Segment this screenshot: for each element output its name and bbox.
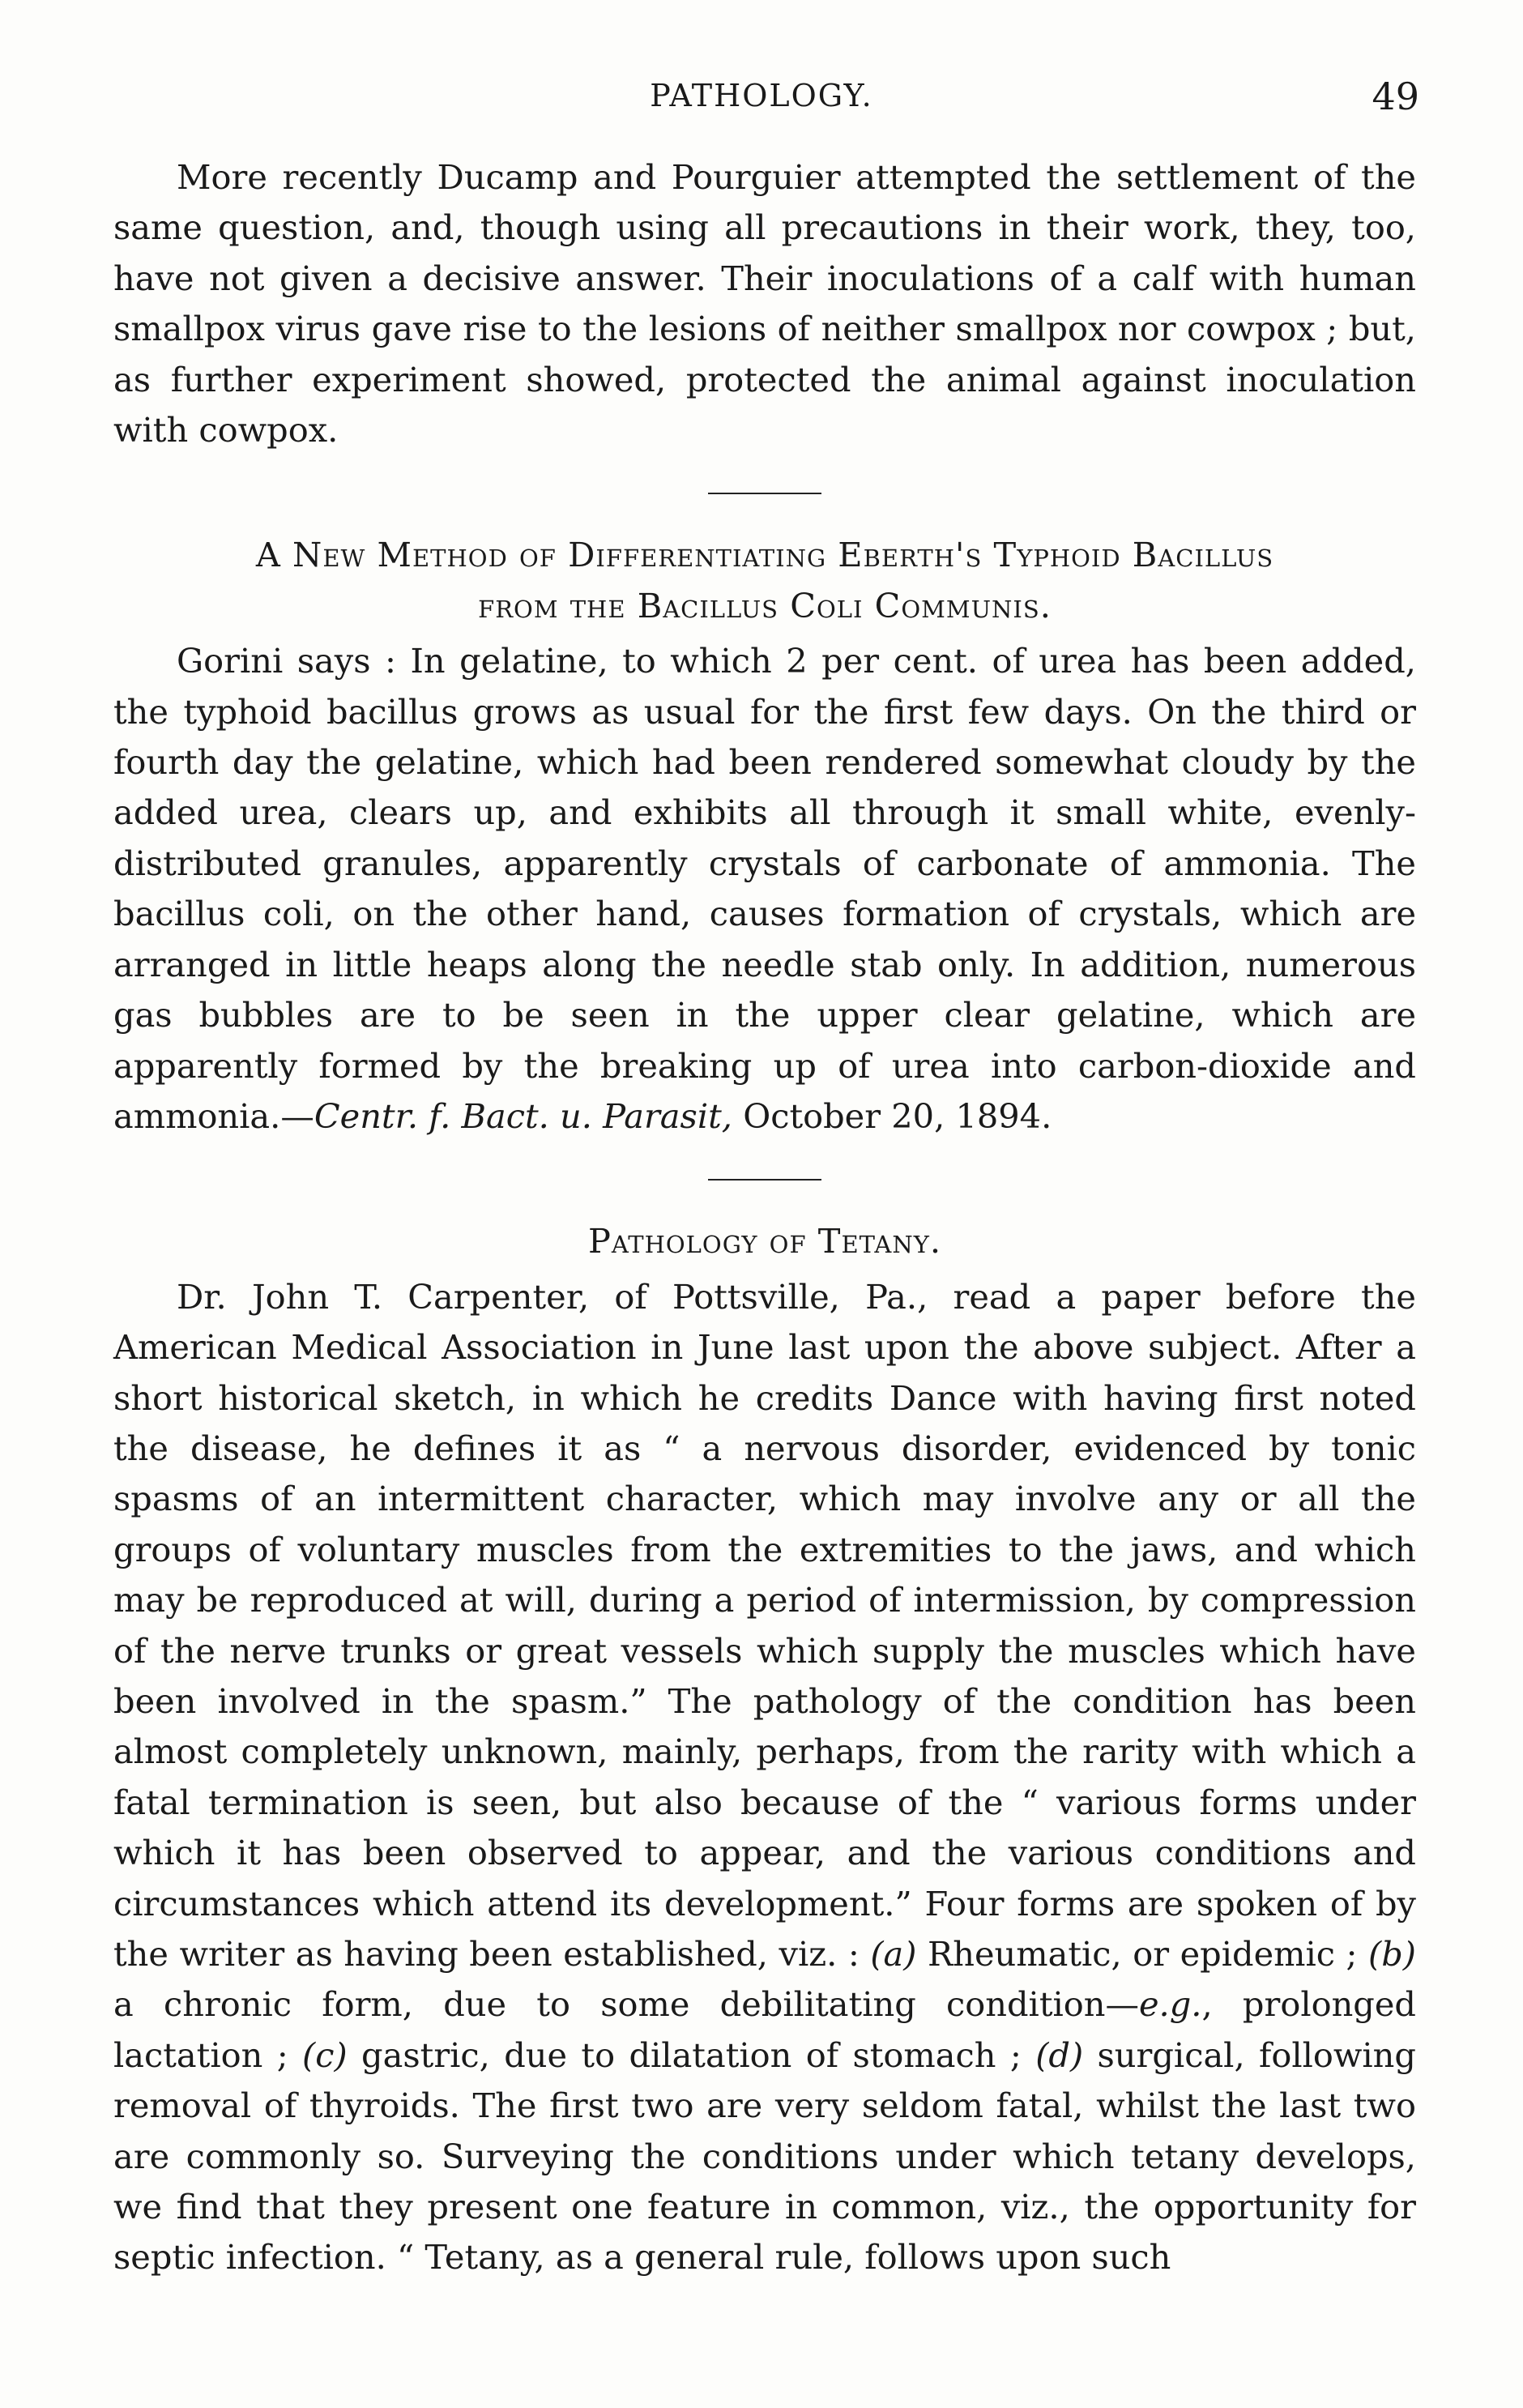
page-number: 49 [1372,75,1419,118]
section-heading-tetany [113,1216,1416,1266]
section-divider [708,493,821,494]
running-title: PATHOLOGY. [650,78,873,113]
heading-line: Pathology of Tetany. [587,1221,942,1262]
list-marker: (c) [302,2034,348,2075]
citation-date: October 20, 1894. [732,1095,1052,1136]
paragraph-text: surgical, following removal of thyroids. The first two are very seldom fatal, whilst the last two are commonly so. Surveying the conditions under which tetany develops, we find that they present one feature in common, viz., the opportunity for septic infection. “ Tetany, as a general rule, follows upon such [113,2034,1416,2278]
list-marker: (b) [1368,1934,1416,1974]
paragraph-text: Dr. John T. Carpenter, of Pottsville, Pa., read a paper before the American Medical Association in June last upon the above subject. After a short historical sketch, in which he credits Dance with having first noted the disease, he defines it as “ a nervous disorder, evidenced by tonic spasms of an intermittent character, which may involve any or all the groups of voluntary muscles from the extremities to the jaws, and which may be reproduced at will, during a period of intermission, by compression of the nerve trunks or great vessels which supply the muscles which have been involved in the spasm.” The pathology of the condition has been almost completely unknown, mainly, perhaps, from the rarity with which a fatal termination is seen, but also because of the “ various forms under which it has been observed to appear, and the various conditions and circumstances which attend its development.” Four forms are spoken of by the writer as having been established, viz. : [113,1276,1416,1974]
paragraph-text: , prolonged lactation ; [113,1984,1416,2075]
section-heading-typhoid [113,530,1416,631]
paragraph-text: a chronic form, due to some debilitating condition— [113,1984,1139,2025]
paragraph-text: Gorini says : In gelatine, to which 2 per cent. of urea has been added, the typhoid bacillus grows as usual for the first few days. On the third or fourth day the gelatine, which had been rendered somewhat cloudy by the added urea, clears up, and exhibits all through it small white, evenly-distributed granules, apparently crystals of carbonate of ammonia. The bacillus coli, on the other hand, causes formation of crystals, which are arranged in little heaps along the needle stab only. In addition, numerous gas bubbles are to be seen in the upper clear gelatine, which are apparently formed by the breaking up of urea into carbon-dioxide and ammonia.— [113,641,1416,1136]
paragraph-gorini [113,636,1416,1142]
abbreviation: e.g. [1138,1984,1202,2025]
heading-line: from the Bacillus Coli Communis. [478,585,1052,625]
running-header [113,75,1419,123]
paragraph-ducamp: More recently Ducamp and Pourguier attempted the settlement of the same question, and, though using all precautions in their work, they, too, have not given a decisive answer. Their inoculations of a calf with human smallpox virus gave rise to the lesions of neither smallpox nor cowpox ; but, as further experiment showed, protected the animal against inoculation with cowpox. [113,157,1416,450]
page-body [113,152,1416,2283]
heading-line: A New Method of Differentiating Eberth's Typhoid Bacillus [255,535,1274,575]
paragraph-text: gastric, due to dilatation of stomach ; [347,2034,1036,2075]
journal-citation: Centr. f. Bact. u. Parasit, [314,1095,732,1136]
list-marker: (a) [870,1934,917,1974]
section-divider [708,1179,821,1181]
paragraph-carpenter [113,1272,1416,2283]
list-marker: (d) [1035,2034,1084,2075]
paragraph-text: Rheumatic, or epidemic ; [916,1934,1369,1974]
